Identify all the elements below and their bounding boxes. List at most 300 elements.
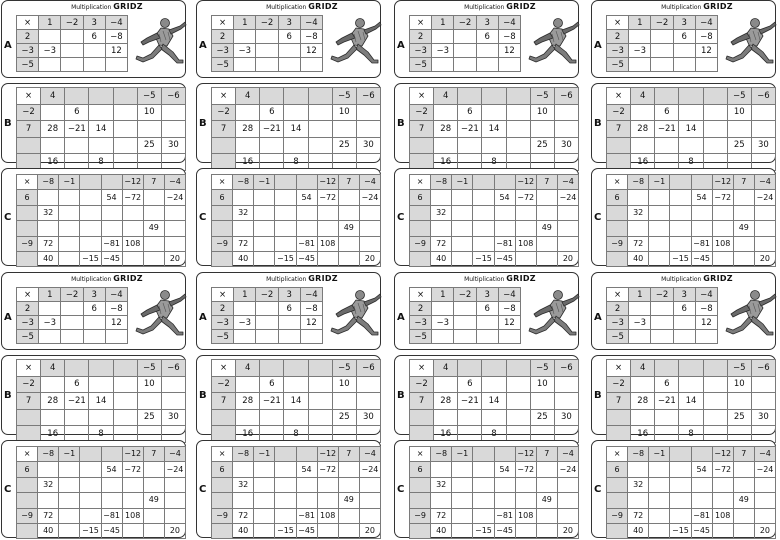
grid-cell[interactable]: 16	[236, 426, 260, 443]
grid-cell[interactable]: −45	[296, 251, 317, 266]
grid-cell[interactable]	[454, 330, 476, 344]
grid-cell[interactable]	[275, 477, 296, 492]
grid-cell[interactable]	[89, 409, 113, 426]
grid-cell[interactable]: −8	[300, 302, 322, 316]
grid-cell[interactable]: 25	[332, 409, 356, 426]
grid-cell[interactable]: −72	[712, 462, 733, 477]
grid-cell[interactable]	[317, 205, 338, 220]
grid-cell[interactable]	[754, 508, 775, 523]
grid-cell[interactable]: −15	[473, 251, 494, 266]
grid-cell[interactable]: −24	[754, 462, 775, 477]
grid-cell[interactable]	[506, 137, 530, 154]
grid-cell[interactable]	[284, 409, 308, 426]
grid-cell[interactable]: 32	[628, 477, 649, 492]
grid-cell[interactable]	[703, 121, 727, 138]
grid-cell[interactable]: −45	[494, 251, 515, 266]
grid-cell[interactable]: −24	[359, 462, 380, 477]
grid-cell[interactable]: 30	[161, 137, 185, 154]
grid-cell[interactable]	[164, 221, 185, 236]
grid-cell[interactable]: 20	[754, 523, 775, 538]
grid-cell[interactable]: 10	[332, 104, 356, 121]
grid-cell[interactable]: 20	[557, 523, 578, 538]
grid-cell[interactable]: −72	[317, 190, 338, 205]
grid-cell[interactable]: 6	[458, 376, 482, 393]
grid-cell[interactable]: 30	[554, 137, 578, 154]
grid-cell[interactable]: 25	[530, 409, 554, 426]
grid-cell[interactable]: 72	[233, 236, 254, 251]
grid-cell[interactable]	[703, 104, 727, 121]
grid-cell[interactable]	[482, 376, 506, 393]
grid-cell[interactable]	[712, 221, 733, 236]
grid-cell[interactable]	[356, 104, 380, 121]
grid-cell[interactable]	[161, 376, 185, 393]
grid-cell[interactable]	[233, 190, 254, 205]
grid-cell[interactable]: 28	[236, 393, 260, 410]
grid-cell[interactable]	[434, 409, 458, 426]
grid-cell[interactable]: 8	[89, 426, 113, 443]
grid-cell[interactable]	[59, 205, 80, 220]
grid-cell[interactable]	[143, 523, 164, 538]
grid-cell[interactable]	[452, 477, 473, 492]
grid-cell[interactable]	[733, 462, 754, 477]
grid-cell[interactable]: 6	[278, 30, 300, 44]
grid-cell[interactable]: −24	[164, 462, 185, 477]
grid-cell[interactable]	[254, 508, 275, 523]
grid-cell[interactable]: −3	[39, 44, 61, 58]
grid-cell[interactable]: 108	[122, 508, 143, 523]
grid-cell[interactable]	[649, 190, 670, 205]
grid-cell[interactable]: 30	[161, 409, 185, 426]
grid-cell[interactable]: 54	[296, 462, 317, 477]
grid-cell[interactable]: 6	[458, 104, 482, 121]
grid-cell[interactable]	[260, 409, 284, 426]
grid-cell[interactable]	[515, 251, 536, 266]
grid-cell[interactable]	[649, 493, 670, 508]
grid-cell[interactable]	[733, 190, 754, 205]
grid-cell[interactable]	[101, 477, 122, 492]
grid-cell[interactable]	[101, 221, 122, 236]
grid-cell[interactable]: 12	[105, 44, 127, 58]
grid-cell[interactable]	[233, 493, 254, 508]
grid-cell[interactable]	[691, 493, 712, 508]
grid-cell[interactable]: 6	[83, 30, 105, 44]
grid-cell[interactable]	[473, 462, 494, 477]
grid-cell[interactable]: 49	[143, 221, 164, 236]
grid-cell[interactable]: 10	[530, 376, 554, 393]
grid-cell[interactable]	[80, 236, 101, 251]
grid-cell[interactable]: 10	[530, 104, 554, 121]
grid-cell[interactable]	[356, 121, 380, 138]
grid-cell[interactable]	[476, 316, 498, 330]
grid-cell[interactable]	[296, 205, 317, 220]
grid-cell[interactable]	[515, 205, 536, 220]
grid-cell[interactable]	[122, 251, 143, 266]
grid-cell[interactable]	[673, 44, 695, 58]
grid-cell[interactable]	[651, 30, 673, 44]
grid-cell[interactable]: 20	[359, 251, 380, 266]
grid-cell[interactable]	[338, 523, 359, 538]
grid-cell[interactable]: 40	[233, 523, 254, 538]
grid-cell[interactable]: 10	[727, 104, 751, 121]
grid-cell[interactable]	[631, 409, 655, 426]
grid-cell[interactable]	[432, 330, 454, 344]
grid-cell[interactable]: 8	[482, 426, 506, 443]
grid-cell[interactable]	[278, 44, 300, 58]
grid-cell[interactable]	[338, 251, 359, 266]
grid-cell[interactable]	[482, 409, 506, 426]
grid-cell[interactable]	[39, 302, 61, 316]
grid-cell[interactable]	[308, 137, 332, 154]
grid-cell[interactable]	[338, 236, 359, 251]
grid-cell[interactable]	[83, 316, 105, 330]
grid-cell[interactable]	[536, 190, 557, 205]
grid-cell[interactable]: −3	[234, 44, 256, 58]
grid-cell[interactable]	[473, 205, 494, 220]
grid-cell[interactable]: 14	[89, 393, 113, 410]
grid-cell[interactable]: 6	[476, 30, 498, 44]
grid-cell[interactable]	[234, 58, 256, 72]
grid-cell[interactable]: −8	[105, 302, 127, 316]
grid-cell[interactable]	[473, 190, 494, 205]
grid-cell[interactable]	[557, 477, 578, 492]
grid-cell[interactable]	[498, 58, 520, 72]
grid-cell[interactable]: 6	[673, 30, 695, 44]
grid-cell[interactable]: −24	[557, 462, 578, 477]
grid-cell[interactable]: 28	[434, 121, 458, 138]
grid-cell[interactable]	[476, 58, 498, 72]
grid-cell[interactable]	[554, 104, 578, 121]
grid-cell[interactable]	[256, 316, 278, 330]
grid-cell[interactable]	[482, 104, 506, 121]
grid-cell[interactable]	[143, 236, 164, 251]
grid-cell[interactable]	[452, 221, 473, 236]
grid-cell[interactable]	[256, 330, 278, 344]
grid-cell[interactable]	[452, 508, 473, 523]
grid-cell[interactable]	[113, 393, 137, 410]
grid-cell[interactable]	[254, 236, 275, 251]
grid-cell[interactable]	[670, 205, 691, 220]
grid-cell[interactable]	[670, 477, 691, 492]
grid-cell[interactable]	[80, 462, 101, 477]
grid-cell[interactable]	[498, 330, 520, 344]
grid-cell[interactable]: 14	[284, 393, 308, 410]
grid-cell[interactable]: −8	[498, 302, 520, 316]
grid-cell[interactable]	[434, 137, 458, 154]
grid-cell[interactable]	[458, 137, 482, 154]
grid-cell[interactable]	[308, 121, 332, 138]
grid-cell[interactable]	[359, 205, 380, 220]
grid-cell[interactable]: −72	[122, 190, 143, 205]
grid-cell[interactable]: 30	[356, 137, 380, 154]
grid-cell[interactable]	[59, 493, 80, 508]
grid-cell[interactable]	[338, 508, 359, 523]
grid-cell[interactable]	[122, 523, 143, 538]
grid-cell[interactable]	[649, 508, 670, 523]
grid-cell[interactable]: −24	[359, 190, 380, 205]
grid-cell[interactable]	[754, 221, 775, 236]
grid-cell[interactable]: 72	[628, 236, 649, 251]
grid-cell[interactable]	[691, 477, 712, 492]
grid-cell[interactable]: 72	[38, 508, 59, 523]
grid-cell[interactable]	[536, 236, 557, 251]
grid-cell[interactable]: 40	[233, 251, 254, 266]
grid-cell[interactable]	[233, 221, 254, 236]
grid-cell[interactable]: −45	[296, 523, 317, 538]
grid-cell[interactable]	[278, 58, 300, 72]
grid-cell[interactable]	[727, 121, 751, 138]
grid-cell[interactable]	[554, 393, 578, 410]
grid-cell[interactable]	[236, 409, 260, 426]
grid-cell[interactable]: 108	[712, 236, 733, 251]
grid-cell[interactable]	[65, 409, 89, 426]
grid-cell[interactable]: 54	[494, 462, 515, 477]
grid-cell[interactable]	[670, 493, 691, 508]
grid-cell[interactable]	[143, 462, 164, 477]
grid-cell[interactable]	[649, 462, 670, 477]
grid-cell[interactable]: −45	[101, 523, 122, 538]
grid-cell[interactable]	[649, 477, 670, 492]
grid-cell[interactable]: −72	[712, 190, 733, 205]
grid-cell[interactable]	[454, 44, 476, 58]
grid-cell[interactable]: 14	[679, 393, 703, 410]
grid-cell[interactable]	[670, 508, 691, 523]
grid-cell[interactable]: −45	[691, 251, 712, 266]
grid-cell[interactable]: 16	[631, 154, 655, 171]
grid-cell[interactable]	[275, 221, 296, 236]
grid-cell[interactable]	[452, 236, 473, 251]
grid-cell[interactable]: 32	[38, 205, 59, 220]
grid-cell[interactable]	[113, 121, 137, 138]
grid-cell[interactable]	[628, 493, 649, 508]
grid-cell[interactable]: 40	[628, 251, 649, 266]
grid-cell[interactable]: 72	[38, 236, 59, 251]
grid-cell[interactable]: −8	[695, 302, 717, 316]
grid-cell[interactable]: 20	[164, 523, 185, 538]
grid-cell[interactable]: −21	[65, 393, 89, 410]
grid-cell[interactable]	[308, 376, 332, 393]
grid-cell[interactable]	[38, 493, 59, 508]
grid-cell[interactable]	[236, 137, 260, 154]
grid-cell[interactable]	[670, 190, 691, 205]
grid-cell[interactable]	[536, 251, 557, 266]
grid-cell[interactable]	[278, 330, 300, 344]
grid-cell[interactable]	[254, 190, 275, 205]
grid-cell[interactable]	[164, 205, 185, 220]
grid-cell[interactable]	[557, 493, 578, 508]
grid-cell[interactable]: 54	[691, 190, 712, 205]
grid-cell[interactable]	[164, 493, 185, 508]
grid-cell[interactable]	[712, 477, 733, 492]
grid-cell[interactable]	[536, 205, 557, 220]
grid-cell[interactable]	[59, 221, 80, 236]
grid-cell[interactable]	[122, 493, 143, 508]
grid-cell[interactable]: −15	[275, 251, 296, 266]
grid-cell[interactable]	[275, 190, 296, 205]
grid-cell[interactable]	[515, 221, 536, 236]
grid-cell[interactable]	[506, 104, 530, 121]
grid-cell[interactable]: 28	[434, 393, 458, 410]
grid-cell[interactable]	[236, 376, 260, 393]
grid-cell[interactable]: −72	[515, 462, 536, 477]
grid-cell[interactable]	[89, 137, 113, 154]
grid-cell[interactable]	[691, 205, 712, 220]
grid-cell[interactable]	[554, 376, 578, 393]
grid-cell[interactable]	[122, 205, 143, 220]
grid-cell[interactable]	[432, 30, 454, 44]
grid-cell[interactable]: 108	[515, 508, 536, 523]
grid-cell[interactable]	[673, 58, 695, 72]
grid-cell[interactable]: 72	[628, 508, 649, 523]
grid-cell[interactable]: −21	[655, 121, 679, 138]
grid-cell[interactable]	[61, 330, 83, 344]
grid-cell[interactable]	[733, 523, 754, 538]
grid-cell[interactable]	[628, 462, 649, 477]
grid-cell[interactable]	[38, 462, 59, 477]
grid-cell[interactable]: 14	[89, 121, 113, 138]
grid-cell[interactable]	[338, 477, 359, 492]
grid-cell[interactable]	[254, 477, 275, 492]
grid-cell[interactable]	[454, 30, 476, 44]
grid-cell[interactable]	[275, 493, 296, 508]
grid-cell[interactable]	[161, 393, 185, 410]
grid-cell[interactable]: 8	[89, 154, 113, 171]
grid-cell[interactable]	[41, 409, 65, 426]
grid-cell[interactable]	[83, 58, 105, 72]
grid-cell[interactable]: −8	[695, 30, 717, 44]
grid-cell[interactable]	[432, 58, 454, 72]
grid-cell[interactable]	[317, 221, 338, 236]
grid-cell[interactable]	[670, 462, 691, 477]
grid-cell[interactable]	[359, 221, 380, 236]
grid-cell[interactable]	[727, 393, 751, 410]
grid-cell[interactable]	[332, 121, 356, 138]
grid-cell[interactable]: −21	[65, 121, 89, 138]
grid-cell[interactable]: 28	[631, 393, 655, 410]
grid-cell[interactable]	[651, 302, 673, 316]
grid-cell[interactable]	[275, 508, 296, 523]
grid-cell[interactable]	[254, 205, 275, 220]
grid-cell[interactable]: 12	[498, 44, 520, 58]
grid-cell[interactable]: 108	[122, 236, 143, 251]
grid-cell[interactable]	[61, 58, 83, 72]
grid-cell[interactable]: −3	[432, 44, 454, 58]
grid-cell[interactable]	[751, 104, 775, 121]
grid-cell[interactable]: −45	[101, 251, 122, 266]
grid-cell[interactable]	[651, 316, 673, 330]
grid-cell[interactable]	[308, 409, 332, 426]
grid-cell[interactable]	[143, 477, 164, 492]
grid-cell[interactable]	[359, 236, 380, 251]
grid-cell[interactable]	[733, 205, 754, 220]
grid-cell[interactable]	[61, 44, 83, 58]
grid-cell[interactable]	[629, 330, 651, 344]
grid-cell[interactable]	[80, 493, 101, 508]
grid-cell[interactable]	[278, 316, 300, 330]
grid-cell[interactable]	[161, 121, 185, 138]
grid-cell[interactable]: 12	[105, 316, 127, 330]
grid-cell[interactable]	[105, 58, 127, 72]
grid-cell[interactable]: 32	[628, 205, 649, 220]
grid-cell[interactable]: 25	[332, 137, 356, 154]
grid-cell[interactable]	[679, 137, 703, 154]
grid-cell[interactable]	[38, 221, 59, 236]
grid-cell[interactable]: 16	[434, 154, 458, 171]
grid-cell[interactable]	[651, 44, 673, 58]
grid-cell[interactable]	[338, 205, 359, 220]
grid-cell[interactable]	[317, 251, 338, 266]
grid-cell[interactable]: 32	[233, 477, 254, 492]
grid-cell[interactable]	[284, 104, 308, 121]
grid-cell[interactable]	[649, 221, 670, 236]
grid-cell[interactable]	[284, 137, 308, 154]
grid-cell[interactable]	[536, 508, 557, 523]
grid-cell[interactable]	[651, 330, 673, 344]
grid-cell[interactable]: 16	[236, 154, 260, 171]
grid-cell[interactable]	[61, 30, 83, 44]
grid-cell[interactable]: 28	[41, 121, 65, 138]
grid-cell[interactable]	[332, 393, 356, 410]
grid-cell[interactable]: 30	[356, 409, 380, 426]
grid-cell[interactable]	[432, 302, 454, 316]
grid-cell[interactable]: −81	[101, 508, 122, 523]
grid-cell[interactable]: 6	[655, 104, 679, 121]
grid-cell[interactable]	[284, 376, 308, 393]
grid-cell[interactable]	[695, 330, 717, 344]
grid-cell[interactable]	[473, 221, 494, 236]
grid-cell[interactable]: 14	[679, 121, 703, 138]
grid-cell[interactable]: 54	[494, 190, 515, 205]
grid-cell[interactable]	[275, 236, 296, 251]
grid-cell[interactable]	[113, 137, 137, 154]
grid-cell[interactable]	[101, 493, 122, 508]
grid-cell[interactable]: 108	[515, 236, 536, 251]
grid-cell[interactable]	[254, 523, 275, 538]
grid-cell[interactable]	[256, 44, 278, 58]
grid-cell[interactable]	[233, 462, 254, 477]
grid-cell[interactable]	[515, 477, 536, 492]
grid-cell[interactable]	[631, 376, 655, 393]
grid-cell[interactable]: 108	[317, 508, 338, 523]
grid-cell[interactable]	[679, 409, 703, 426]
grid-cell[interactable]	[703, 409, 727, 426]
grid-cell[interactable]	[554, 121, 578, 138]
grid-cell[interactable]: 28	[236, 121, 260, 138]
grid-cell[interactable]: 6	[673, 302, 695, 316]
grid-cell[interactable]: 8	[679, 154, 703, 171]
grid-cell[interactable]: 25	[137, 137, 161, 154]
grid-cell[interactable]: −81	[691, 236, 712, 251]
grid-cell[interactable]: 14	[482, 121, 506, 138]
grid-cell[interactable]	[754, 493, 775, 508]
grid-cell[interactable]: 8	[284, 154, 308, 171]
grid-cell[interactable]	[506, 376, 530, 393]
grid-cell[interactable]: 72	[431, 508, 452, 523]
grid-cell[interactable]	[234, 30, 256, 44]
grid-cell[interactable]: 16	[631, 426, 655, 443]
grid-cell[interactable]	[530, 393, 554, 410]
grid-cell[interactable]: 49	[143, 493, 164, 508]
grid-cell[interactable]: 49	[338, 493, 359, 508]
grid-cell[interactable]: −21	[260, 393, 284, 410]
grid-cell[interactable]	[359, 493, 380, 508]
grid-cell[interactable]	[275, 205, 296, 220]
grid-cell[interactable]: 40	[431, 251, 452, 266]
grid-cell[interactable]	[629, 302, 651, 316]
grid-cell[interactable]: 16	[41, 154, 65, 171]
grid-cell[interactable]: −15	[80, 523, 101, 538]
grid-cell[interactable]	[296, 493, 317, 508]
grid-cell[interactable]	[649, 205, 670, 220]
